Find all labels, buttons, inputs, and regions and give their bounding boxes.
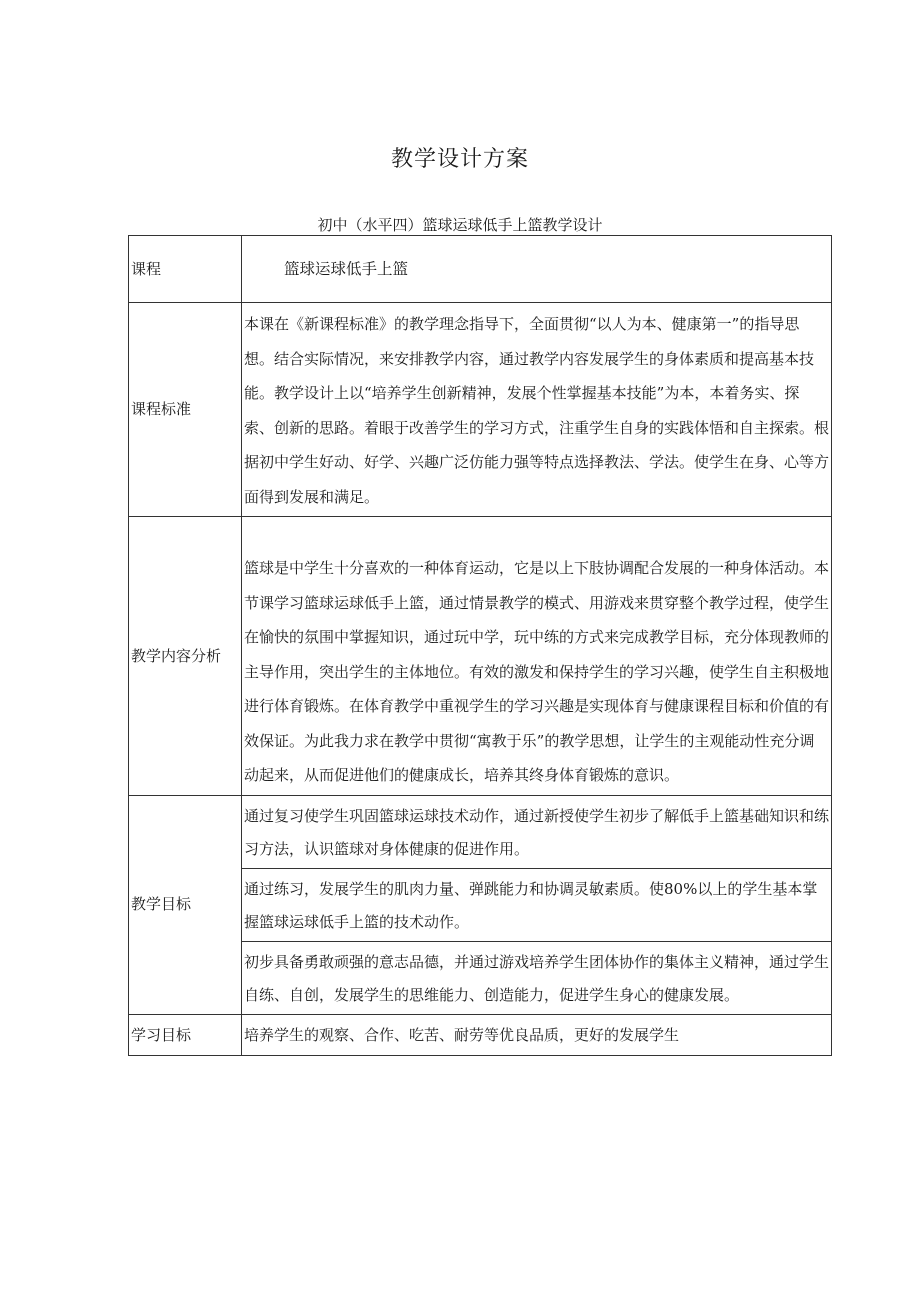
content-analysis-text: 篮球是中学生十分喜欢的一种体育运动，它是以上下肢协调配合发展的一种身体活动。本节课学习篮球运球低手上篮，通过情景教学的模式、用游戏来贯穿整个教学过程，使学生在愉快的氛围中掌握知识，通过玩中学，玩中练的方式来完成教学目标，充分体现教师的主导作用，突出学生的主体地位。有效的激发和保持学生的学习兴趣，使学生自主积极地进行体育锻炼。在体育教学中重视学生的学习兴趣是实现体育与健康课程目标和价值的有效保证。为此我力求在教学中贯彻“寓教于乐”的教学思想，让学生的主观能动性充分调动起来，从而促进他们的健康成长，培养其终身体育锻炼的意识。: [242, 517, 832, 796]
document-subtitle: 初中（水平四）篮球运球低手上篮教学设计: [317, 216, 603, 234]
teaching-goals-label: 教学目标: [129, 795, 242, 1014]
learning-goals-label: 学习目标: [129, 1014, 242, 1055]
learning-goals-text: 培养学生的观察、合作、吃苦、耐劳等优良品质，更好的发展学生: [242, 1014, 832, 1055]
table-row-teaching-goal-1: [129, 795, 832, 868]
table-row-standard: [129, 303, 832, 517]
teaching-goal-item: 通过复习使学生巩固篮球运球技术动作，通过新授使学生初步了解低手上篮基础知识和练习方法，认识篮球对身体健康的促进作用。: [242, 795, 832, 868]
lesson-plan-table: [128, 235, 832, 1056]
table-row-learning-goals: [129, 1014, 832, 1055]
content-analysis-label: 教学内容分析: [129, 517, 242, 796]
standard-label: 课程标准: [129, 303, 242, 517]
document-title: 教学设计方案: [390, 147, 529, 172]
table-row-content-analysis: [129, 517, 832, 796]
standard-text: 本课在《新课程标准》的教学理念指导下，全面贯彻“以人为本、健康第一”的指导思想。结合实际情况，来安排教学内容，通过教学内容发展学生的身体素质和提高基本技能。教学设计上以“培养学生创新精神，发展个性掌握基本技能”为本，本着务实、探索、创新的思路。着眼于改善学生的学习方式，注重学生自身的实践体悟和自主探索。根据初中学生好动、好学、兴趣广泛仿能力强等特点选择教法、学法。使学生在身、心等方面得到发展和满足。: [242, 303, 832, 517]
table-row-course: [129, 236, 832, 303]
teaching-goal-item: 通过练习，发展学生的肌肉力量、弹跳能力和协调灵敏素质。使80%以上的学生基本掌握篮球运球低手上篮的技术动作。: [242, 868, 832, 941]
teaching-goal-item: 初步具备勇敢顽强的意志品德，并通过游戏培养学生团体协作的集体主义精神，通过学生自练、自创，发展学生的思维能力、创造能力，促进学生身心的健康发展。: [242, 941, 832, 1014]
course-value: 篮球运球低手上篮: [242, 236, 832, 303]
course-label: 课程: [129, 236, 242, 303]
